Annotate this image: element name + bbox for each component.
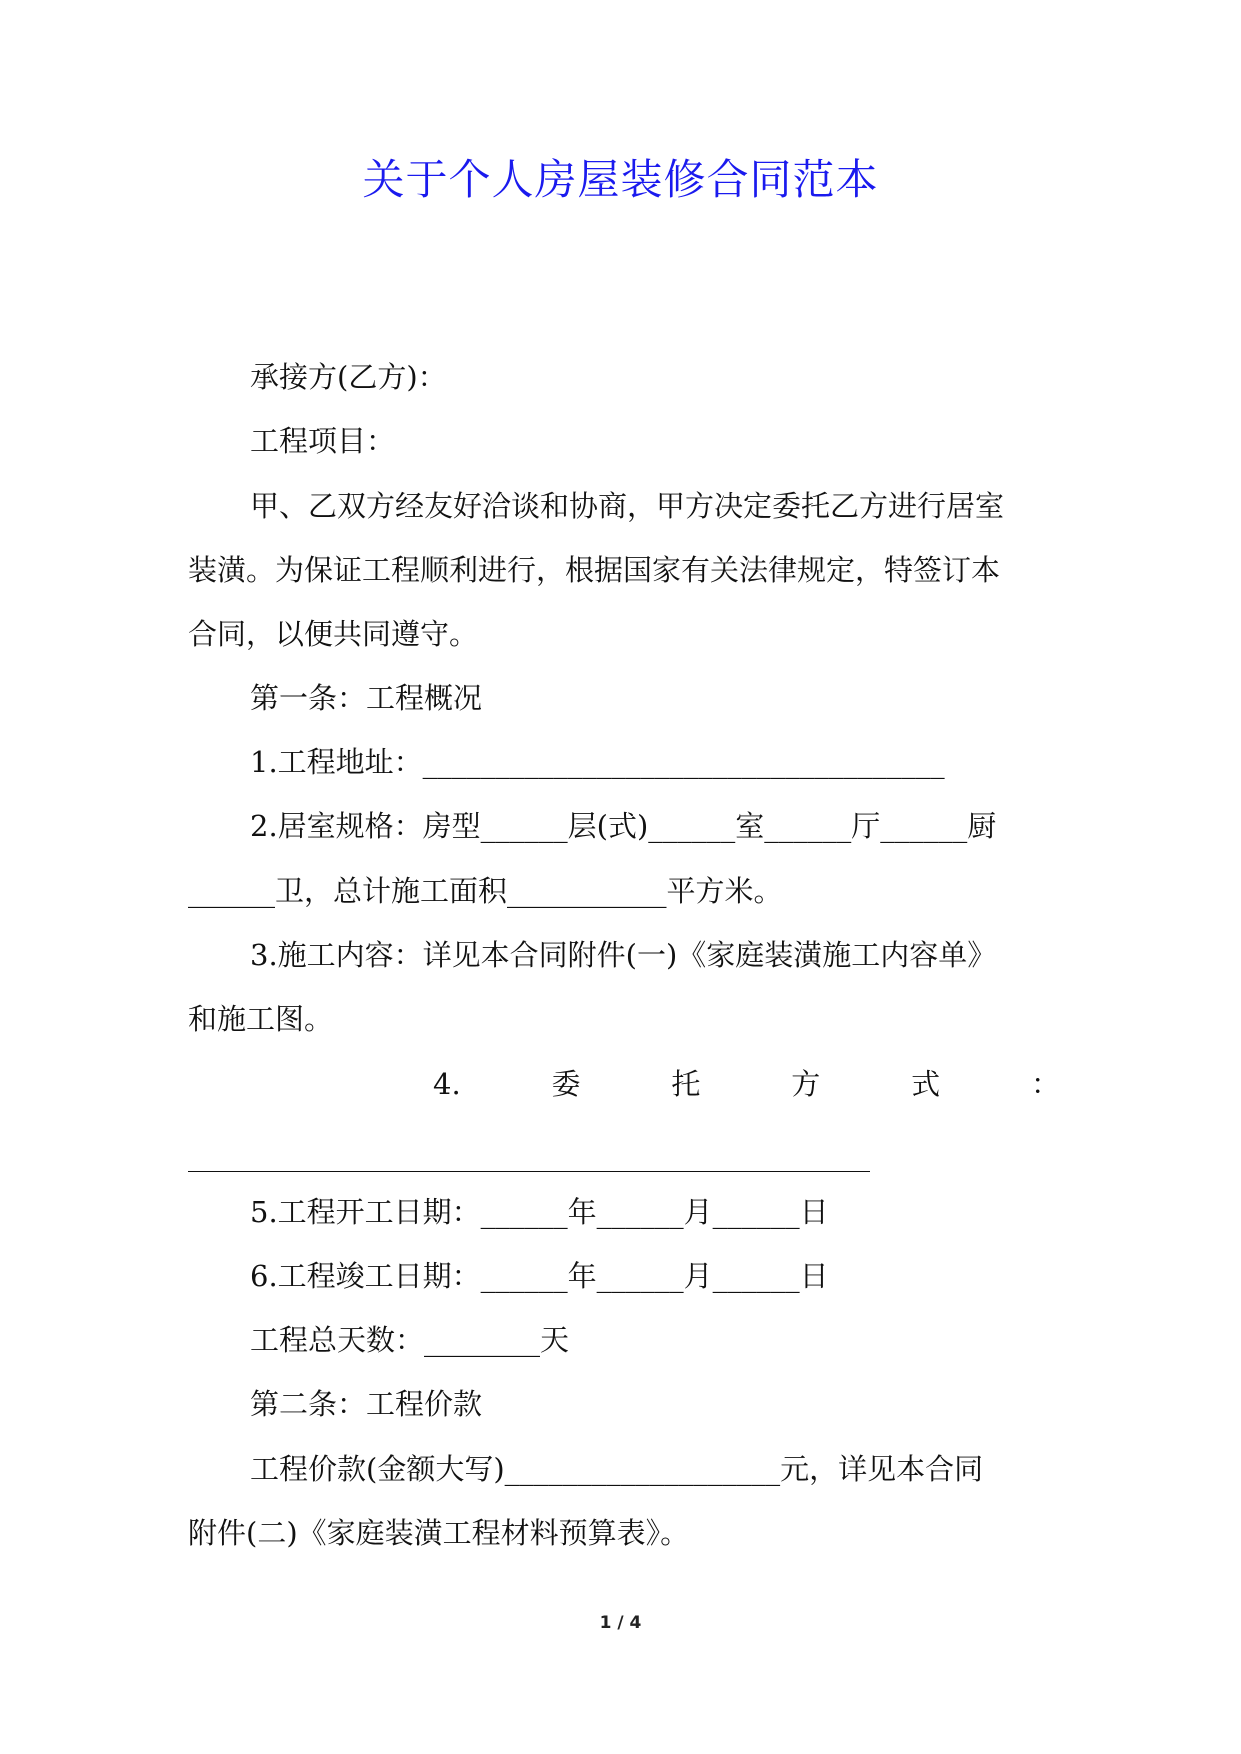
item-6-end-date: 6.工程竣工日期：______年______月______日 xyxy=(250,1259,829,1293)
item-4-number: 4. xyxy=(433,1067,461,1101)
item-5-start-date: 5.工程开工日期：______年______月______日 xyxy=(250,1195,829,1229)
price-line-1: 工程价款(金额大写)___________________元，详见本合同 xyxy=(250,1452,984,1486)
item-4-char: 托 xyxy=(671,1067,701,1101)
item-4-entrust-mode xyxy=(188,1064,1060,1104)
intro-paragraph-line-3: 合同，以便共同遵守。 xyxy=(188,617,479,651)
intro-paragraph-line-2: 装潢。为保证工程顺利进行，根据国家有关法律规定，特签订本 xyxy=(188,553,1001,587)
page-number: 1 / 4 xyxy=(599,1613,642,1633)
article-1-heading: 第一条：工程概况 xyxy=(250,681,483,715)
item-2-spec-line-1: 2.居室规格：房型______层(式)______室______厅______厨 xyxy=(250,809,997,843)
item-4-colon: ： xyxy=(1030,1067,1060,1101)
item-3-content-line-2: 和施工图。 xyxy=(188,1002,334,1036)
item-3-content-line-1: 3.施工内容：详见本合同附件(一)《家庭装潢施工内容单》 xyxy=(250,938,997,972)
party-b-line: 承接方(乙方)： xyxy=(250,360,447,394)
item-1-address: 1.工程地址：____________________________________ xyxy=(250,745,945,779)
item-4-char: 式 xyxy=(911,1067,941,1101)
price-line-2: 附件(二)《家庭装潢工程材料预算表》。 xyxy=(188,1516,690,1550)
total-days-line: 工程总天数：________天 xyxy=(250,1323,570,1357)
intro-paragraph-line-1: 甲、乙双方经友好洽谈和协商，甲方决定委托乙方进行居室 xyxy=(250,489,1005,523)
item-4-char: 委 xyxy=(551,1067,581,1101)
document-title: 关于个人房屋装修合同范本 xyxy=(362,155,879,204)
article-2-heading: 第二条：工程价款 xyxy=(250,1387,483,1421)
item-2-spec-line-2: ______卫，总计施工面积___________平方米。 xyxy=(188,874,783,908)
item-4-char: 方 xyxy=(791,1067,821,1101)
project-line: 工程项目： xyxy=(250,424,396,458)
item-4-blank-underline xyxy=(188,1170,870,1172)
